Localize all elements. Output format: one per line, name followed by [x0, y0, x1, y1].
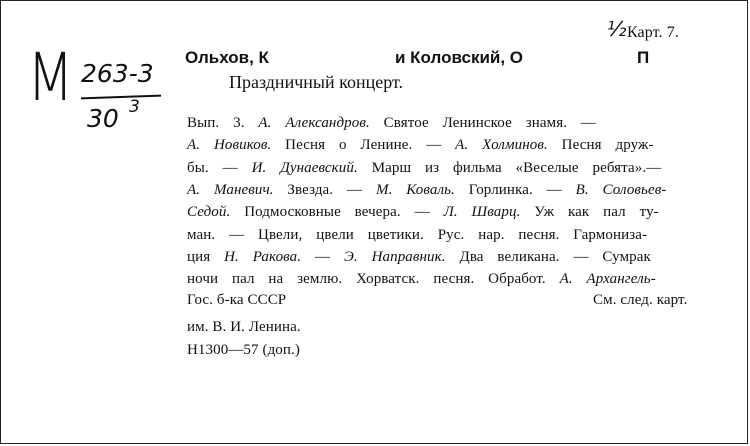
call-number-top: 263-3	[81, 59, 154, 88]
contents-segment: Горлинка. —	[454, 181, 576, 198]
call-number-letter: M	[27, 39, 74, 116]
contents-line	[187, 227, 647, 244]
contents-segment: Седой.	[187, 204, 231, 221]
contents-segment: бы. —	[187, 159, 252, 176]
heading-tag: П	[637, 48, 650, 67]
contents-segment: Песня о Ленине. —	[271, 137, 456, 154]
contents-segment: А. Новиков.	[187, 137, 272, 154]
contents-line	[187, 182, 666, 199]
contents-line	[187, 249, 651, 266]
card-number: Карт. 7.	[627, 24, 679, 41]
corner-handwritten-mark: ½	[607, 17, 627, 41]
contents-segment: ция	[187, 248, 225, 265]
contents-line	[187, 271, 656, 288]
contents-segment: А. Архангель-	[559, 271, 656, 288]
library-line-1: Гос. б-ка СССР	[187, 292, 287, 308]
author-secondary: и Коловский, О	[395, 48, 524, 67]
contents-segment: Н. Ракова.	[224, 248, 302, 265]
contents-segment: Святое Ленинское знамя. —	[369, 115, 597, 131]
contents-segment: Подмосковные вечера. —	[230, 204, 444, 221]
contents-segment: —	[301, 248, 344, 265]
library-line-3: Н1300—57 (доп.)	[187, 342, 300, 358]
see-next-card: См. след. карт.	[593, 292, 688, 308]
contents-segment: М. Коваль.	[375, 181, 455, 198]
call-number-divider	[81, 95, 161, 100]
call-number-bottom: 30	[87, 104, 119, 133]
contents-segment: А. Маневич.	[187, 181, 274, 198]
contents-segment: Вып. 3.	[187, 115, 259, 131]
contents-line	[187, 160, 661, 177]
contents-segment: Э. Направник.	[343, 248, 446, 265]
author-primary: Ольхов, К	[185, 48, 269, 67]
contents-segment: ночи пал на землю. Хорватск. песня. Обработ.	[187, 271, 560, 288]
library-line-2: им. В. И. Ленина.	[187, 319, 301, 335]
contents-segment: И. Дунаевский.	[251, 159, 358, 176]
contents-segment: Песня друж-	[547, 137, 654, 154]
contents-segment: Два великана. — Сумрак	[445, 248, 651, 265]
title: Праздничный концерт.	[229, 72, 403, 92]
contents-line	[187, 204, 659, 221]
contents-segment: Марш из фильма «Веселые ребята».—	[357, 159, 662, 176]
contents-segment: А. Александров.	[258, 115, 370, 131]
contents-segment: Уж как пал ту-	[520, 204, 659, 221]
contents-segment: Л. Шварц.	[443, 204, 521, 221]
call-number-bottom-superscript: 3	[129, 97, 140, 117]
contents-segment: Звезда. —	[273, 181, 376, 198]
contents-line	[187, 137, 654, 154]
contents-line	[187, 115, 596, 132]
contents-segment: В. Соловьев-	[575, 181, 667, 198]
contents-segment: ман. — Цвели, цвели цветики. Рус. нар. песня. Гармониза-	[187, 226, 648, 243]
contents-segment: А. Холминов.	[455, 137, 548, 154]
